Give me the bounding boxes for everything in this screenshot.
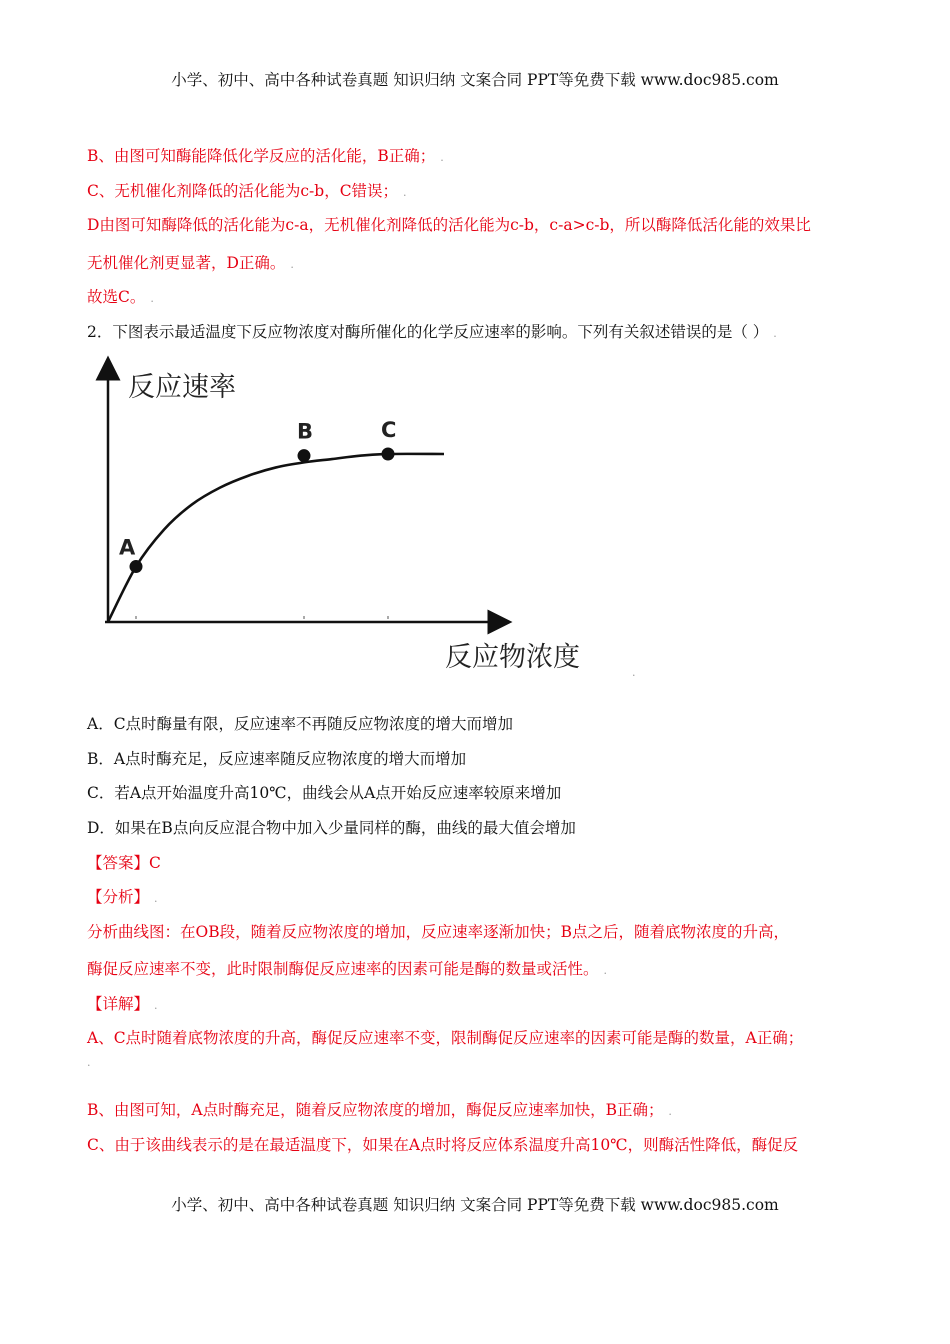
- prev-option-d-explanation-line2: 无机催化剂更显著，D正确。 .: [87, 254, 294, 272]
- prev-answer-choice: 故选C。 .: [87, 288, 154, 306]
- analysis-line1: 分析曲线图：在OB段，随着反应物浓度的增加，反应速率逐渐加快；B点之后，随着底物浓度的升高，: [87, 923, 789, 941]
- y-axis-label: 反应速率: [128, 372, 236, 403]
- prev-d2-text: 无机催化剂更显著，D正确。: [87, 254, 286, 272]
- page-header: 小学、初中、高中各种试卷真题 知识归纳 文案合同 PPT等免费下载 www.doc985.com: [171, 71, 779, 89]
- answer-label: 【答案】C: [87, 854, 161, 872]
- point-c-label: C: [381, 418, 397, 442]
- analysis-label-text: 【分析】: [87, 888, 150, 906]
- prev-option-c-explanation: C、无机催化剂降低的活化能为c-b，C错误； .: [87, 182, 407, 200]
- detail-label-text: 【详解】: [87, 995, 150, 1013]
- page-footer: 小学、初中、高中各种试卷真题 知识归纳 文案合同 PPT等免费下载 www.doc985.com: [171, 1196, 779, 1214]
- rate-curve: [108, 454, 444, 622]
- chart-paragraph-mark: .: [632, 666, 636, 679]
- analysis-label: 【分析】 .: [87, 888, 158, 906]
- detail-label: 【详解】 .: [87, 995, 158, 1013]
- point-c-marker: [382, 448, 395, 461]
- point-a-marker: [130, 560, 143, 573]
- detail-a-mark: .: [87, 1056, 91, 1069]
- question-stem: 2．下图表示最适温度下反应物浓度对酶所催化的化学反应速率的影响。下列有关叙述错误的是（ ） .: [87, 323, 777, 341]
- prev-choice-text: 故选C。: [87, 288, 146, 306]
- point-a-label: A: [119, 535, 136, 560]
- detail-b-text: B、由图可知，A点时酶充足，随着反应物浓度的增加，酶促反应速率加快，B正确；: [87, 1101, 664, 1119]
- x-axis-label: 反应物浓度: [445, 642, 580, 673]
- point-b-marker: [298, 449, 311, 462]
- option-c: C．若A点开始温度升高10℃，曲线会从A点开始反应速率较原来增加: [87, 784, 562, 802]
- option-d: D．如果在B点向反应混合物中加入少量同样的酶，曲线的最大值会增加: [87, 819, 576, 837]
- question-stem-text: 2．下图表示最适温度下反应物浓度对酶所催化的化学反应速率的影响。下列有关叙述错误的是（ ）: [87, 323, 769, 341]
- analysis-line2: 酶促反应速率不变，此时限制酶促反应速率的因素可能是酶的数量或活性。 .: [87, 960, 607, 978]
- point-markers: [119, 418, 396, 619]
- option-a: A．C点时酶量有限，反应速率不再随反应物浓度的增大而增加: [87, 715, 514, 733]
- analysis-line2-text: 酶促反应速率不变，此时限制酶促反应速率的因素可能是酶的数量或活性。: [87, 960, 599, 978]
- detail-b: B、由图可知，A点时酶充足，随着反应物浓度的增加，酶促反应速率加快，B正确； .: [87, 1101, 672, 1119]
- prev-b-text: B、由图可知酶能降低化学反应的活化能，B正确；: [87, 147, 436, 165]
- point-b-label: B: [297, 419, 314, 444]
- prev-option-d-explanation-line1: D由图可知酶降低的活化能为c-a，无机催化剂降低的活化能为c-b，c-a>c-b，所以酶降低活化能的效果比: [87, 216, 811, 234]
- prev-option-b-explanation: B、由图可知酶能降低化学反应的活化能，B正确； .: [87, 147, 444, 165]
- detail-a: A、C点时随着底物浓度的升高，酶促反应速率不变，限制酶促反应速率的因素可能是酶的数量，A正确；: [87, 1029, 804, 1047]
- detail-c: C、由于该曲线表示的是在最适温度下，如果在A点时将反应体系温度升高10℃，则酶活性降低，酶促反: [87, 1136, 799, 1154]
- reaction-rate-chart: [90, 360, 580, 680]
- option-b: B．A点时酶充足，反应速率随反应物浓度的增大而增加: [87, 750, 467, 768]
- prev-c-text: C、无机催化剂降低的活化能为c-b，C错误；: [87, 182, 399, 200]
